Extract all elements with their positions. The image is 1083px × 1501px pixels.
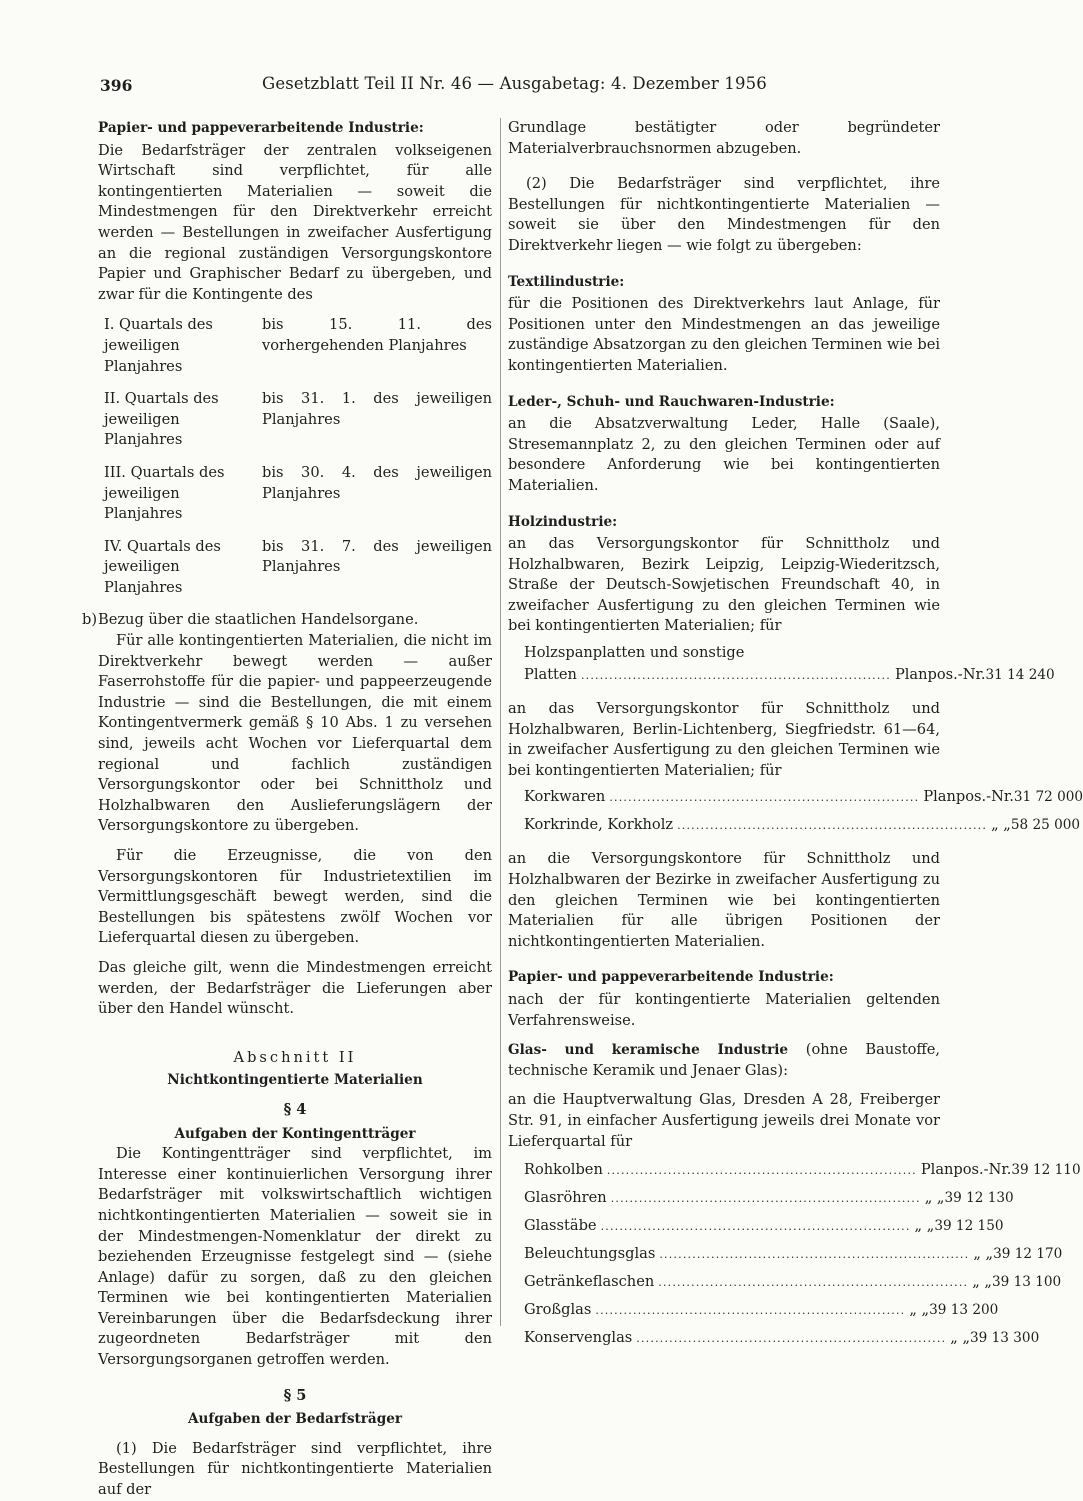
papier-heading-right: Papier- und pappeverarbeitende Industrie: xyxy=(508,969,834,986)
leader-dots: .................................................................. xyxy=(600,1220,911,1234)
item-code: 39 12 170 xyxy=(993,1246,1063,1263)
quarter-deadline-table xyxy=(104,315,492,598)
quarter-term: III. Quartals des jeweiligen Planjahres xyxy=(104,463,225,523)
list-item xyxy=(524,1244,1063,1272)
holz-heading: Holzindustrie: xyxy=(508,513,618,530)
item-label: „ „ xyxy=(914,1217,935,1235)
quarter-row xyxy=(104,463,492,525)
glas-heading-bold: Glas- und keramische Industrie xyxy=(508,1042,789,1059)
leder-heading: Leder-, Schuh- und Rauchwaren-Industrie: xyxy=(508,393,835,410)
glas-heading xyxy=(508,1040,940,1081)
item-name: Konservenglas xyxy=(524,1329,633,1347)
item-code: 39 13 100 xyxy=(992,1274,1062,1291)
item-label: „ „ xyxy=(973,1245,994,1263)
textil-text: für die Positionen des Direktverkehrs laut Anlage, für Positionen unter den Mindestmengen an das jeweilige zuständige Absatzorgan zu den gleichen Terminen wie bei kontingentierten Materialien. xyxy=(508,295,940,374)
paragraph-4-title: Aufgaben der Kontingentträger xyxy=(174,1125,416,1142)
section-b-paragraph-1: Für alle kontingentierten Materialien, die nicht im Direktverkehr bewegt werden — außer Faserrohstoffe für die papier- und pappeerzeugende Industrie — sind die Bestellungen, die mit einem Kontingentvermerk gemäß § 10 Abs. 1 zu versehen sind, jeweils acht Wochen vor Lieferquartal dem regional und fachlich zuständigen Versorgungskontor oder bei Schnittholz und Holzhalbwaren den Auslieferungslägern der Versorgungskontore zu übergeben. xyxy=(98,632,492,835)
item-code: 39 12 130 xyxy=(944,1190,1014,1207)
list-item xyxy=(524,1328,1040,1356)
kork-item-list xyxy=(524,787,1083,843)
quarter-term: IV. Quartals des jeweiligen Planjahres xyxy=(104,537,221,596)
continuation-paragraph: Grundlage bestätigter oder begründeter Materialverbrauchsnormen abzugeben. xyxy=(508,119,940,157)
item-code: 31 14 240 xyxy=(985,667,1055,684)
quarter-deadline: bis 31. 7. des jeweiligen Planjahres xyxy=(262,537,492,576)
page-header xyxy=(0,70,1024,100)
leader-dots: .................................................................. xyxy=(580,669,891,683)
item-label: „ „ xyxy=(909,1301,930,1319)
holz-item-line-1 xyxy=(524,643,940,665)
list-item xyxy=(524,815,1081,843)
leader-dots: .................................................................. xyxy=(659,1248,970,1262)
quarter-row xyxy=(104,315,492,377)
right-column xyxy=(508,118,1083,1362)
list-item xyxy=(524,1216,1004,1244)
quarter-term: II. Quartals des jeweiligen Planjahres xyxy=(104,390,219,449)
section-b-title: Bezug über die staatlichen Handelsorgane. xyxy=(98,611,419,629)
item-label: Planpos.-Nr. xyxy=(894,666,986,684)
item-code: 39 13 300 xyxy=(970,1330,1040,1347)
item-label: „ „ xyxy=(991,816,1011,834)
holz-text-3: an die Versorgungskontore für Schnittholz und Holzhalbwaren der Bezirke in zweifacher Ausfertigung zu den gleichen Terminen wie bei kontingentierten Materialien für alle übrigen Positionen der nichtkontingentierten Materialien. xyxy=(508,850,940,950)
item-name: Getränkeflaschen xyxy=(524,1273,655,1291)
list-item xyxy=(524,1272,1062,1300)
leader-dots: .................................................................. xyxy=(606,1164,917,1178)
glas-text: an die Hauptverwaltung Glas, Dresden A 28, Freiberger Str. 91, in einfacher Ausfertigung jeweils drei Monate vor Lieferquartal für xyxy=(508,1091,940,1150)
glas-item-list xyxy=(524,1160,1081,1356)
paragraph-4-sign: § 4 xyxy=(283,1100,307,1118)
item-label: „ „ xyxy=(950,1329,971,1347)
item-name: Holzspanplatten und sonstige xyxy=(524,644,745,662)
leder-text: an die Absatzverwaltung Leder, Halle (Saale), Stresemannplatz 2, zu den gleichen Terminen oder auf besondere Anforderung wie bei kontingentierten Materialien. xyxy=(508,415,940,494)
section-b-heading xyxy=(82,610,492,631)
quarter-deadline: bis 31. 1. des jeweiligen Planjahres xyxy=(262,390,492,428)
leader-dots: .................................................................. xyxy=(610,1192,921,1206)
item-label: „ „ xyxy=(924,1189,945,1207)
item-label: Planpos.-Nr. xyxy=(923,788,1014,806)
item-name: Glasröhren xyxy=(524,1189,607,1207)
abschnitt-label: Abschnitt II xyxy=(233,1048,357,1066)
item-name: Großglas xyxy=(524,1301,592,1319)
item-code: 39 13 200 xyxy=(929,1302,999,1319)
leader-dots: .................................................................. xyxy=(595,1304,906,1318)
holz-text-1: an das Versorgungskontor für Schnittholz und Holzhalbwaren, Bezirk Leipzig, Leipzig-Wiederitzsch, Straße der Deutsch-Sowjetischen Freundschaft 40, in zweifacher Ausfertigung zu den gleichen Terminen wie bei kontingentierten Materialien; für xyxy=(508,535,940,635)
running-head: Gesetzblatt Teil II Nr. 46 — Ausgabetag: 4. Dezember 1956 xyxy=(262,74,767,93)
quarter-row xyxy=(104,389,492,451)
item-code: 31 72 000 xyxy=(1013,789,1083,806)
paragraph-5-title: Aufgaben der Bedarfsträger xyxy=(187,1411,403,1428)
list-item xyxy=(524,787,1083,815)
item-name: Platten xyxy=(524,666,577,684)
glas-heading-rest: (ohne Baustoffe, technische Keramik und Jenaer Glas): xyxy=(508,1041,941,1079)
paragraph-5-sign: § 5 xyxy=(283,1386,307,1404)
quarter-row xyxy=(104,537,492,599)
item-code: 58 25 000 xyxy=(1010,817,1081,834)
holz-text-2: an das Versorgungskontor für Schnittholz und Holzhalbwaren, Berlin-Lichtenberg, Siegfriedstr. 61—64, in zweifacher Ausfertigung zu den gleichen Terminen wie bei kontingentierten Materialien; für xyxy=(508,700,940,779)
leader-dots: .................................................................. xyxy=(609,791,920,805)
item-name: Rohkolben xyxy=(524,1161,603,1179)
holz-item-list xyxy=(524,643,1055,693)
page-number: 396 xyxy=(100,76,133,95)
quarter-deadline: bis 30. 4. des jeweiligen Planjahres xyxy=(262,463,492,502)
paragraph-2-text: (2) Die Bedarfsträger sind verpflichtet, ihre Bestellungen für nichtkontingentierte Materialien — soweit sie über den Mindestmengen für den Direktverkehr liegen — wie folgt zu übergeben: xyxy=(508,175,940,254)
section-b-paragraph-3: Das gleiche gilt, wenn die Mindestmengen erreicht werden, der Bedarfsträger die Lieferungen aber über den Handel wünscht. xyxy=(98,958,492,1018)
list-item xyxy=(524,1300,999,1328)
leader-dots: .................................................................. xyxy=(658,1276,969,1290)
leader-dots: .................................................................. xyxy=(677,819,988,833)
papier-heading: Papier- und pappeverarbeitende Industrie: xyxy=(98,120,424,136)
paragraph-4-text: Die Kontingentträger sind verpflichtet, im Interesse einer kontinuierlichen Versorgung ihrer Bedarfsträger mit volkswirtschaftlich wichtigen nichtkontingentierten Materialien — soweit sie in der Mindestmengen-Nomenklatur der direkt zu beziehenden Erzeugnisse festgelegt sind — (siehe Anlage) dafür zu sorgen, daß zu den gleichen Terminen wie bei kontingentierten Materialien Vereinbarungen über die Bedarfsdeckung ihrer zugeordneten Bedarfsträger mit den Versorgungsorganen getroffen werden. xyxy=(98,1145,492,1369)
item-code: 39 12 150 xyxy=(934,1218,1004,1235)
item-label: „ „ xyxy=(972,1273,992,1291)
section-b-marker: b) xyxy=(82,611,98,629)
textil-heading: Textilindustrie: xyxy=(508,273,625,290)
section-b-paragraph-2: Für die Erzeugnisse, die von den Versorgungskontoren für Industrietextilien im Vermittlungsgeschäft bewegt werden, sind die Bestellungen bis spätestens zwölf Wochen vor Lieferquartal diesen zu übergeben. xyxy=(98,847,492,947)
left-column xyxy=(82,118,492,1501)
item-name: Beleuchtungsglas xyxy=(524,1245,656,1263)
item-name: Korkwaren xyxy=(524,788,606,806)
abschnitt-title: Nichtkontingentierte Materialien xyxy=(167,1072,423,1089)
quarter-term: I. Quartals des jeweiligen Planjahres xyxy=(104,316,213,375)
item-name: Glasstäbe xyxy=(524,1217,597,1235)
papier-paragraph: Die Bedarfsträger der zentralen volkseigenen Wirtschaft sind verpflichtet, für alle kontingentierten Materialien — soweit die Mindestmengen für den Direktverkehr erreicht werden — Bestellungen in zweifacher Ausfertigung an die regional zuständigen Versorgungskontore Papier und Graphischer Bedarf zu übergeben, und zwar für die Kontingente des xyxy=(98,141,492,303)
list-item xyxy=(524,1160,1081,1188)
item-code: 39 12 110 xyxy=(1011,1162,1081,1179)
leader-dots: .................................................................. xyxy=(636,1332,947,1346)
quarter-deadline: bis 15. 11. des vorhergehenden Planjahres xyxy=(262,316,492,354)
column-rule xyxy=(500,118,501,1326)
papier-text-right: nach der für kontingentierte Materialien geltenden Verfahrensweise. xyxy=(508,991,940,1029)
holz-item-line-2 xyxy=(524,665,1055,693)
item-name: Korkrinde, Korkholz xyxy=(524,816,674,834)
item-label: Planpos.-Nr. xyxy=(920,1161,1012,1179)
list-item xyxy=(524,1188,1014,1216)
paragraph-5-text: (1) Die Bedarfsträger sind verpflichtet, ihre Bestellungen für nichtkontingentierte Materialien auf der xyxy=(98,1439,492,1499)
